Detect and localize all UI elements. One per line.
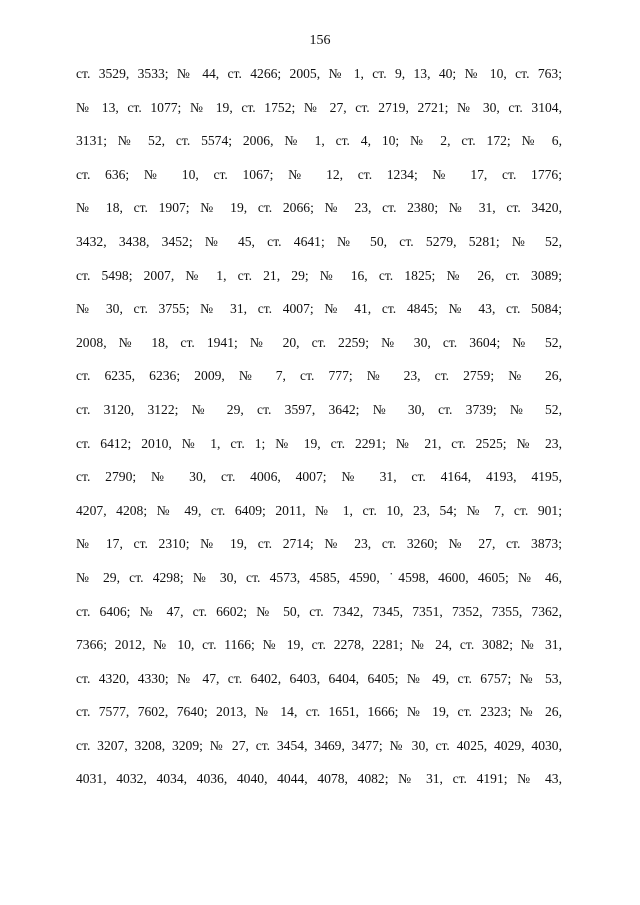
text-line: 7366; 2012, № 10, ст. 1166; № 19, ст. 2278, 2281; № 24, ст. 3082; № 31, xyxy=(76,637,562,653)
text-line: 4031, 4032, 4034, 4036, 4040, 4044, 4078, 4082; № 31, ст. 4191; № 43, xyxy=(76,771,562,787)
text-line: ст. 636; № 10, ст. 1067; № 12, ст. 1234; № 17, ст. 1776; xyxy=(76,166,562,182)
text-line: 3131; № 52, ст. 5574; 2006, № 1, ст. 4, 10; № 2, ст. 172; № 6, xyxy=(76,133,562,149)
text-line: ст. 3207, 3208, 3209; № 27, ст. 3454, 3469, 3477; № 30, ст. 4025, 4029, 4030, xyxy=(76,737,562,753)
text-line: № 18, ст. 1907; № 19, ст. 2066; № 23, ст. 2380; № 31, ст. 3420, xyxy=(76,200,562,216)
text-line: ст. 2790; № 30, ст. 4006, 4007; № 31, ст. 4164, 4193, 4195, xyxy=(76,469,562,485)
text-line: 2008, № 18, ст. 1941; № 20, ст. 2259; № 30, ст. 3604; № 52, xyxy=(76,334,562,350)
text-line: № 17, ст. 2310; № 19, ст. 2714; № 23, ст. 3260; № 27, ст. 3873; xyxy=(76,536,562,552)
text-line: ст. 4320, 4330; № 47, ст. 6402, 6403, 6404, 6405; № 49, ст. 6757; № 53, xyxy=(76,670,562,686)
text-line: ст. 3120, 3122; № 29, ст. 3597, 3642; № 30, ст. 3739; № 52, xyxy=(76,401,562,417)
text-line: 4207, 4208; № 49, ст. 6409; 2011, № 1, ст. 10, 23, 54; № 7, ст. 901; xyxy=(76,502,562,518)
text-line: ст. 5498; 2007, № 1, ст. 21, 29; № 16, ст. 1825; № 26, ст. 3089; xyxy=(76,267,562,283)
text-line: № 13, ст. 1077; № 19, ст. 1752; № 27, ст. 2719, 2721; № 30, ст. 3104, xyxy=(76,99,562,115)
text-line: ст. 7577, 7602, 7640; 2013, № 14, ст. 1651, 1666; № 19, ст. 2323; № 26, xyxy=(76,704,562,720)
text-line: ст. 6235, 6236; 2009, № 7, ст. 777; № 23, ст. 2759; № 26, xyxy=(76,368,562,384)
text-line: 3432, 3438, 3452; № 45, ст. 4641; № 50, ст. 5279, 5281; № 52, xyxy=(76,233,562,249)
text-line: ст. 6406; № 47, ст. 6602; № 50, ст. 7342, 7345, 7351, 7352, 7355, 7362, xyxy=(76,603,562,619)
page-number: 156 xyxy=(309,33,331,48)
text-line: № 29, ст. 4298; № 30, ст. 4573, 4585, 4590, ˙4598, 4600, 4605; № 46, xyxy=(76,569,562,585)
text-line: ст. 6412; 2010, № 1, ст. 1; № 19, ст. 2291; № 21, ст. 2525; № 23, xyxy=(76,435,562,451)
body-text xyxy=(76,62,562,801)
text-line: ст. 3529, 3533; № 44, ст. 4266; 2005, № 1, ст. 9, 13, 40; № 10, ст. 763; xyxy=(76,66,562,81)
text-line: № 30, ст. 3755; № 31, ст. 4007; № 41, ст. 4845; № 43, ст. 5084; xyxy=(76,301,562,317)
